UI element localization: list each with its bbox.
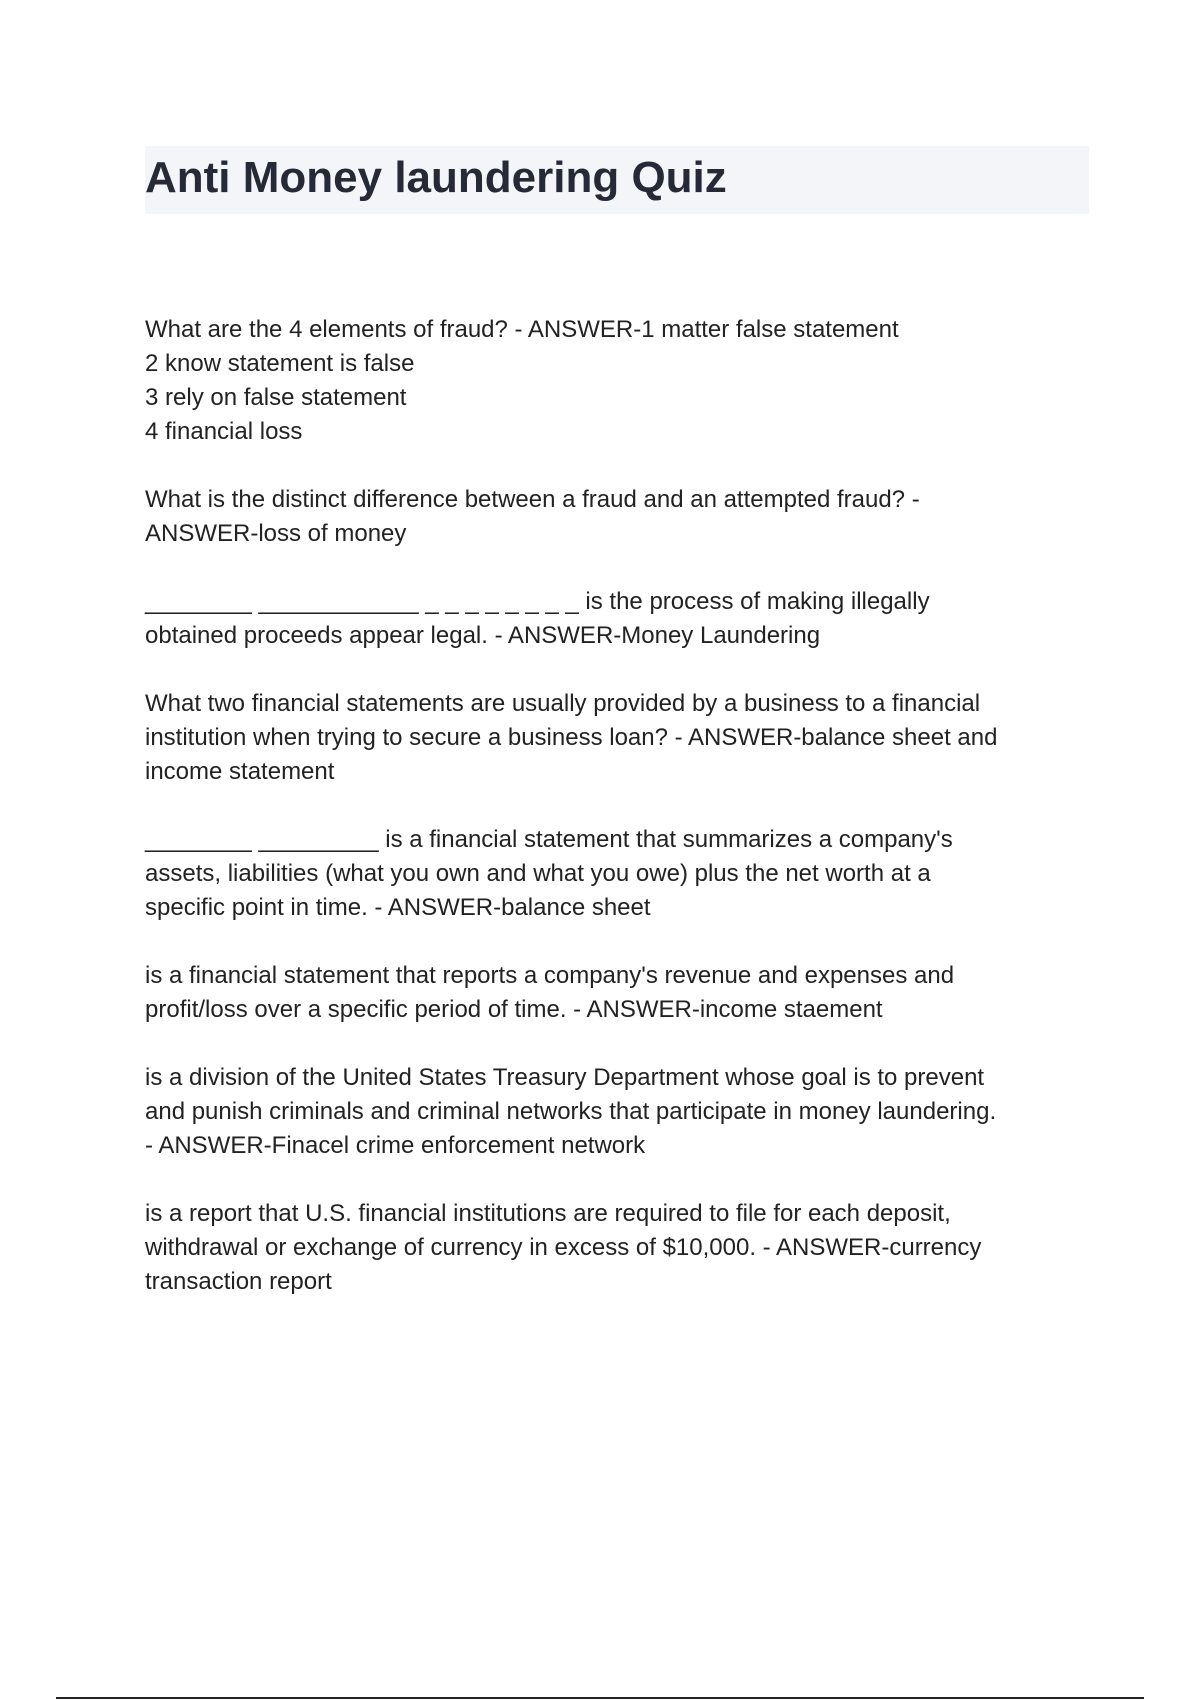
qa-line: ________ ____________ _ _ _ _ _ _ _ _ is the process of making illegally: [145, 588, 930, 615]
qa-line: transaction report: [145, 1268, 332, 1295]
qa-line: withdrawal or exchange of currency in excess of $10,000. - ANSWER-currency: [145, 1234, 982, 1261]
quiz-content: [145, 313, 1089, 1333]
qa-line: is a division of the United States Treasury Department whose goal is to prevent: [145, 1064, 985, 1091]
title-banner: [145, 146, 1089, 214]
qa-line: 3 rely on false statement: [145, 384, 407, 411]
qa-line: - ANSWER-Finacel crime enforcement network: [145, 1132, 646, 1159]
qa-entry: [145, 1061, 1089, 1163]
qa-line: What is the distinct difference between a fraud and an attempted fraud? -: [145, 486, 920, 513]
qa-entry: [145, 1197, 1089, 1299]
page-title: Anti Money laundering Quiz: [145, 153, 727, 202]
qa-line: obtained proceeds appear legal. - ANSWER-Money Laundering: [145, 622, 821, 649]
qa-entry: [145, 483, 1089, 551]
qa-line: specific point in time. - ANSWER-balance sheet: [145, 894, 651, 921]
qa-line: 2 know statement is false: [145, 350, 415, 377]
qa-line: assets, liabilities (what you own and what you owe) plus the net worth at a: [145, 860, 931, 887]
qa-line: and punish criminals and criminal networks that participate in money laundering.: [145, 1098, 997, 1125]
qa-entry: [145, 687, 1089, 789]
qa-line: ANSWER-loss of money: [145, 520, 407, 547]
qa-entry: [145, 585, 1089, 653]
qa-line: income statement: [145, 758, 335, 785]
qa-line: is a financial statement that reports a company's revenue and expenses and: [145, 962, 955, 989]
qa-line: 4 financial loss: [145, 418, 303, 445]
qa-line: ________ _________ is a financial statement that summarizes a company's: [145, 826, 953, 853]
qa-entry: [145, 959, 1089, 1027]
qa-line: What two financial statements are usually provided by a business to a financial: [145, 690, 981, 717]
qa-entry: [145, 823, 1089, 925]
qa-line: What are the 4 elements of fraud? - ANSWER-1 matter false statement: [145, 316, 899, 343]
qa-line: profit/loss over a specific period of time. - ANSWER-income staement: [145, 996, 883, 1023]
qa-entry: [145, 313, 1089, 449]
qa-line: institution when trying to secure a business loan? - ANSWER-balance sheet and: [145, 724, 998, 751]
footer-divider: [56, 1697, 1144, 1699]
qa-line: is a report that U.S. financial institutions are required to file for each deposit,: [145, 1200, 951, 1227]
